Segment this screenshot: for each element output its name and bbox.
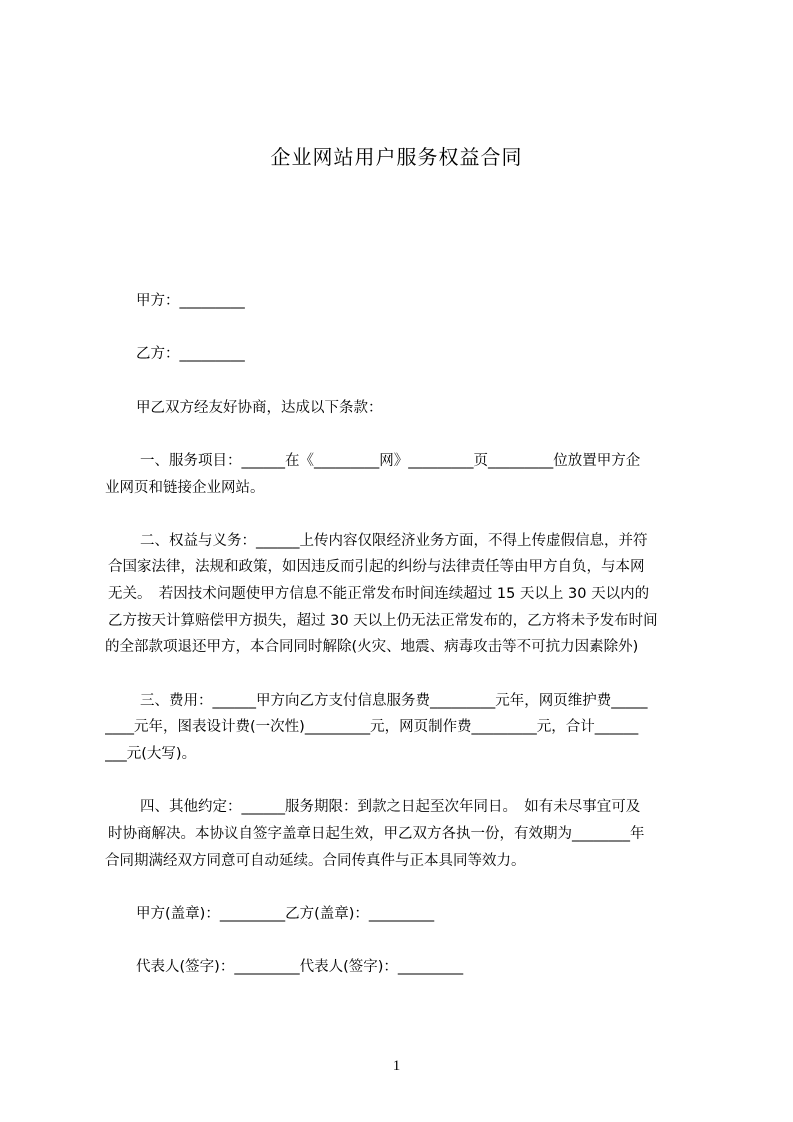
clause-3-line-2: ____元年，图表设计费(一次性)_________元，网页制作费_________元，合计______ (105, 719, 639, 735)
page-title: 企业网站用户服务权益合同 (270, 145, 523, 169)
clause-2-line-3: 无关。 若因技术问题使甲方信息不能正常发布时间连续超过 15 天以上 30 天以内的 (108, 586, 650, 602)
clause-4-line-1: 四、其他约定：______服务期限：到款之日起至次年同日。 如有未尽事宜可及 (140, 799, 641, 815)
seal-line: 甲方(盖章)：_________乙方(盖章)：_________ (136, 906, 435, 922)
clause-1-line-2: 业网页和链接企业网站。 (105, 480, 265, 496)
clause-4-line-3: 合同期满经双方同意可自动延续。合同传真件与正本具同等效力。 (105, 853, 526, 869)
clause-2-line-1: 二、权益与义务：______上传内容仅限经济业务方面，不得上传虚假信息，并符 (140, 533, 648, 549)
clause-2-line-4: 乙方按天计算赔偿甲方损失，超过 30 天以上仍无法正常发布的，乙方将未予发布时间 (108, 613, 658, 629)
page-number: 1 (392, 1058, 401, 1074)
clause-3-line-3: ___元(大写)。 (105, 746, 197, 762)
signature-line: 代表人(签字)：_________代表人(签字)：_________ (136, 959, 464, 975)
clause-2-line-5: 的全部款项退还甲方，本合同同时解除(火灾、地震、病毒攻击等不可抗力因素除外) (105, 639, 639, 655)
clause-1-line-1: 一、服务项目：______在《_________网》_________页_________位放置甲方企 (140, 453, 641, 469)
clause-2-line-2: 合国家法律，法规和政策，如因违反而引起的纠纷与法律责任等由甲方自负，与本网 (108, 559, 645, 575)
party-a-line: 甲方：_________ (136, 293, 245, 309)
clause-4-line-2: 时协商解决。本协议自签字盖章日起生效，甲乙双方各执一份，有效期为________年 (108, 826, 645, 842)
party-b-line: 乙方：_________ (136, 346, 245, 362)
clause-3-line-1: 三、费用：______甲方向乙方支付信息服务费_________元年，网页维护费_____ (140, 693, 648, 709)
intro-paragraph: 甲乙双方经友好协商，达成以下条款： (136, 400, 383, 416)
